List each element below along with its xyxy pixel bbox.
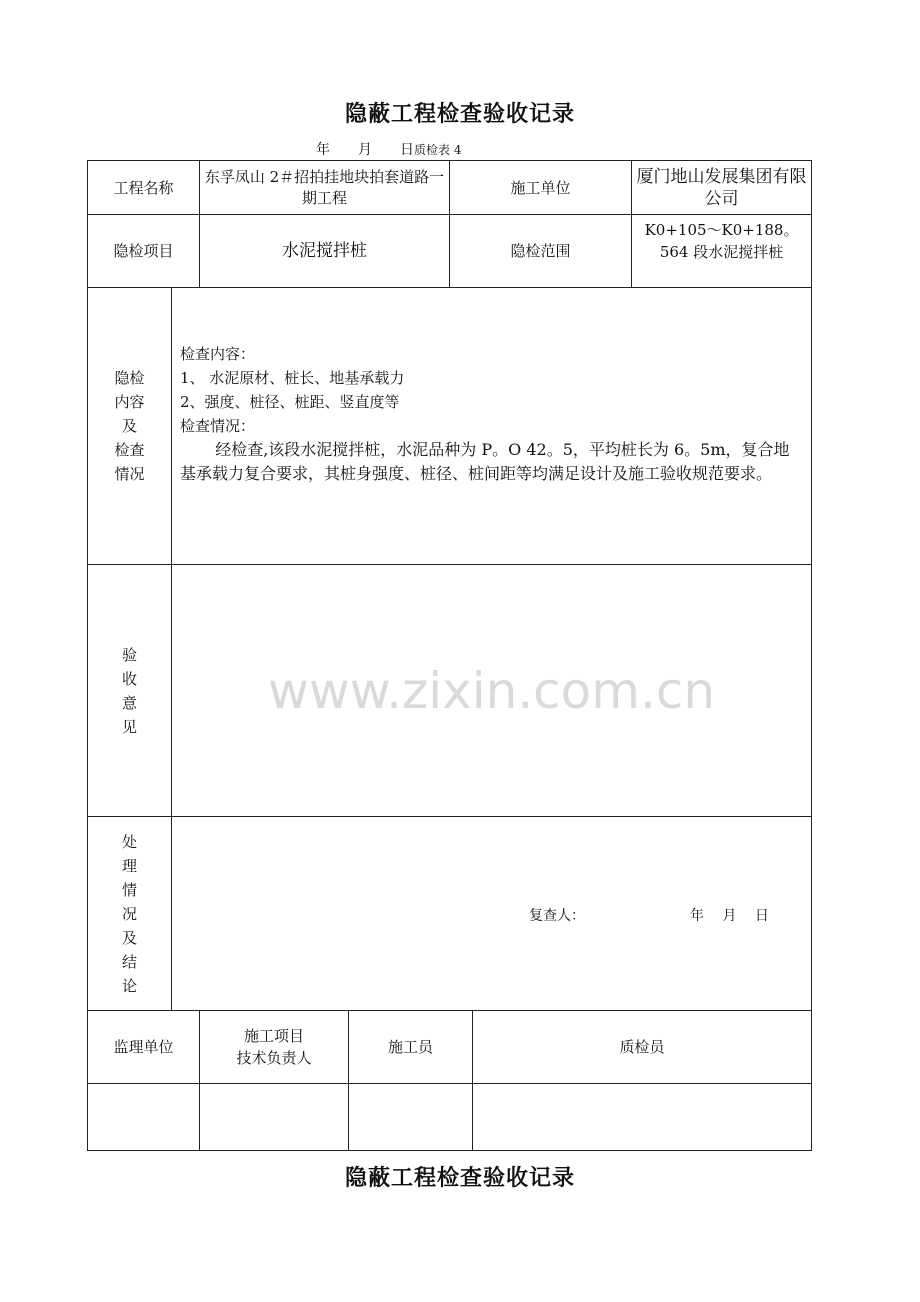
- next-page-title: 隐蔽工程检查验收记录: [344, 1166, 575, 1191]
- side-label-line: 理: [121, 856, 137, 875]
- range-value: K0+105～K0+188。564 段水泥搅拌桩: [632, 215, 812, 288]
- builder-label: 施工员: [349, 1011, 473, 1084]
- side-label-line: 论: [121, 976, 137, 995]
- side-label-line: 况: [121, 904, 137, 923]
- side-label-line: 意: [121, 693, 137, 712]
- side-label-line: 及: [121, 928, 137, 947]
- item-value: 水泥搅拌桩: [200, 215, 450, 288]
- side-label-line: 情: [121, 880, 137, 899]
- side-label-line: 情况: [114, 465, 145, 483]
- inspection-form: [87, 160, 812, 1151]
- handling-side-label: [88, 817, 172, 1011]
- project-name-value: 东孚凤山 2＃招拍挂地块拍套道路一期工程: [200, 161, 450, 215]
- item-label: 隐检项目: [88, 215, 200, 288]
- side-label-line: 见: [121, 717, 137, 736]
- status-body: 经检查,该段水泥搅拌桩，水泥品种为 P。O 42。5，平均桩长为 6。5m，复合地基承载力复合要求，其桩身强度、桩径、桩间距等均满足设计及施工验收规范要求。: [180, 440, 790, 483]
- form-number: 质检表 4: [414, 143, 462, 157]
- side-label-line: 及: [121, 417, 137, 435]
- reviewer-line: 复查人： 年 月 日: [529, 908, 769, 924]
- side-label-line: 结: [121, 952, 137, 971]
- contractor-label: 施工单位: [450, 161, 632, 215]
- inspection-side-label: [88, 288, 172, 565]
- range-label: 隐检范围: [450, 215, 632, 288]
- tech-lead-line-1: 施工项目: [244, 1027, 305, 1045]
- supervisor-label: 监理单位: [88, 1011, 200, 1084]
- tech-lead-line-2: 技术负责人: [236, 1049, 312, 1067]
- side-label-line: 收: [121, 669, 137, 688]
- date-line: [316, 139, 461, 159]
- handling-conclusion: [172, 817, 812, 1011]
- side-label-line: 检查: [114, 441, 145, 459]
- contractor-value: 厦门地山发展集团有限公司: [632, 161, 812, 215]
- supervisor-signature-cell: [88, 1084, 200, 1151]
- watermark: www.zixin.com.cn: [267, 661, 716, 720]
- qc-signature-cell: [473, 1084, 812, 1151]
- content-item-2: 2、强度、桩径、桩距、竖直度等: [180, 393, 400, 411]
- page-title: 隐蔽工程检查验收记录: [344, 102, 575, 127]
- date-fields: 年 月 日: [316, 142, 414, 158]
- content-heading: 检查内容：: [180, 345, 256, 363]
- side-label-line: 验: [121, 645, 137, 664]
- builder-signature-cell: [349, 1084, 473, 1151]
- side-label-line: 内容: [114, 393, 145, 411]
- side-label-line: 处: [121, 832, 137, 851]
- side-label-line: 隐检: [114, 369, 145, 387]
- inspection-content: [172, 288, 812, 565]
- tech-lead-label: [200, 1011, 349, 1084]
- tech-lead-signature-cell: [200, 1084, 349, 1151]
- project-name-label: 工程名称: [88, 161, 200, 215]
- qc-label: 质检员: [473, 1011, 812, 1084]
- acceptance-side-label: [88, 565, 172, 817]
- status-heading: 检查情况：: [180, 417, 256, 435]
- acceptance-opinion: [172, 565, 812, 817]
- content-item-1: 1、 水泥原材、桩长、地基承载力: [180, 369, 405, 387]
